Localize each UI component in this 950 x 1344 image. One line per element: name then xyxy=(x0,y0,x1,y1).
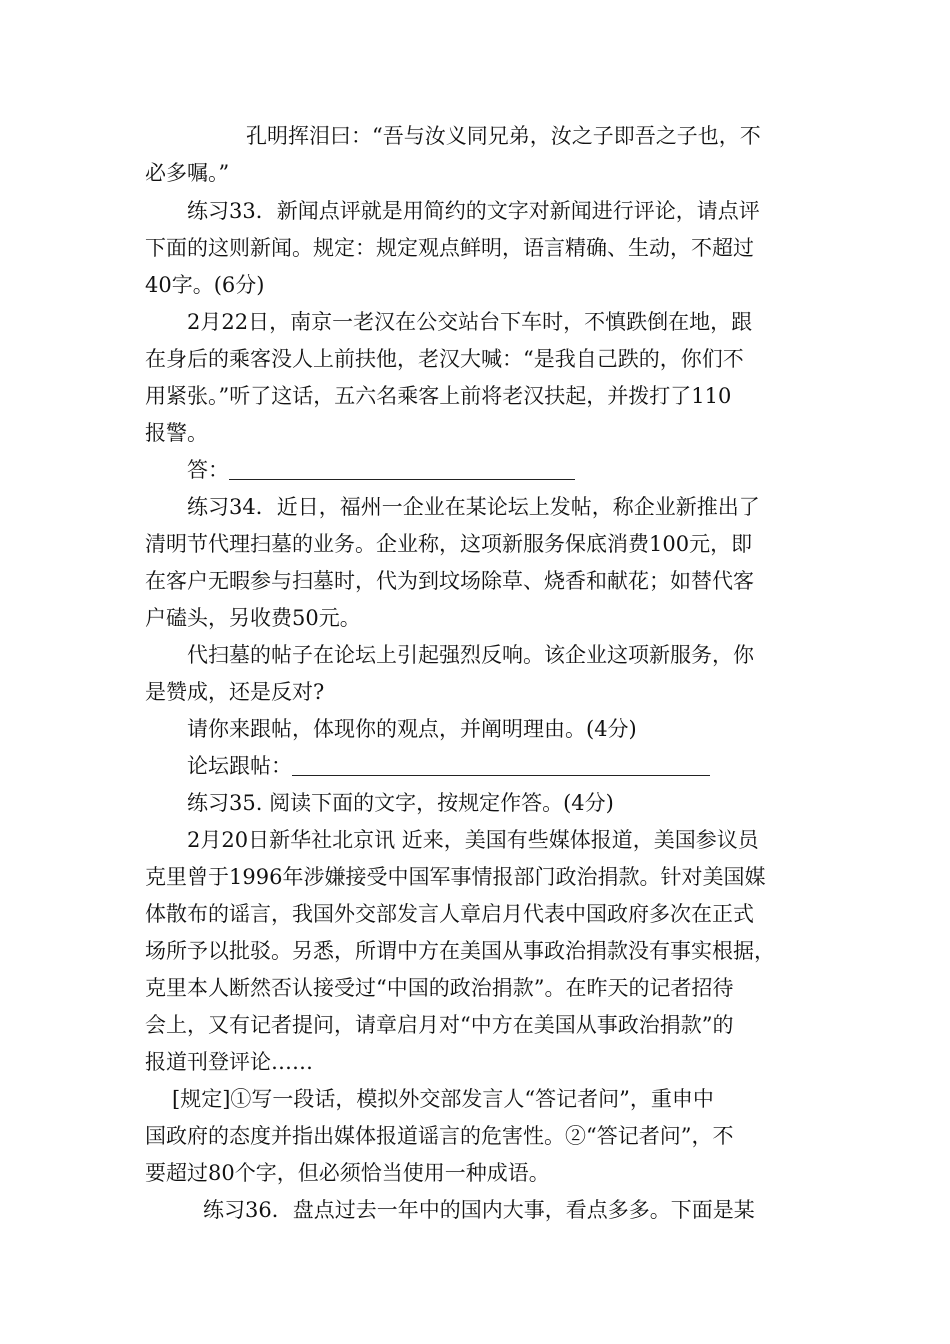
text-line: 报道刊登评论…… xyxy=(145,1050,313,1074)
text-line: 40字。(6分) xyxy=(145,273,265,297)
exercise-33-heading: 练习33．新闻点评就是用简约的文字对新闻进行评论，请点评 xyxy=(187,199,760,223)
exercise-36-heading: 练习36．盘点过去一年中的国内大事，看点多多。下面是某 xyxy=(203,1198,755,1222)
forum-reply-label: 论坛跟帖： xyxy=(187,754,292,778)
forum-reply-blank[interactable] xyxy=(292,751,710,776)
text-line: 2月22日，南京一老汉在公交站台下车时，不慎跌倒在地，跟 xyxy=(187,310,753,334)
text-line: 在客户无暇参与扫墓时，代为到坟场除草、烧香和献花；如替代客 xyxy=(145,569,754,593)
text-line: 是赞成，还是反对? xyxy=(145,680,325,704)
forum-reply-line xyxy=(187,748,710,784)
text-line: 会上，又有记者提问，请章启月对“中方在美国从事政治捐款”的 xyxy=(145,1013,734,1037)
text-line: 克里曾于1996年涉嫌接受中国军事情报部门政治捐款。针对美国媒 xyxy=(145,865,766,889)
text-line: 户磕头，另收费50元。 xyxy=(145,606,361,630)
text-line: 孔明挥泪曰：“吾与汝义同兄弟，汝之子即吾之子也，不 xyxy=(246,124,761,148)
text-line: 在身后的乘客没人上前扶他，老汉大喊：“是我自己跌的，你们不 xyxy=(145,347,744,371)
text-line: 代扫墓的帖子在论坛上引起强烈反响。该企业这项新服务，你 xyxy=(187,643,754,667)
text-line: 国政府的态度并指出媒体报道谣言的危害性。②“答记者问”，不 xyxy=(145,1124,734,1148)
text-line: 清明节代理扫墓的业务。企业称，这项新服务保底消费100元，即 xyxy=(145,532,753,556)
text-line: 用紧张。”听了这话，五六名乘客上前将老汉扶起，并拨打了110 xyxy=(145,384,732,408)
answer-label: 答： xyxy=(187,458,229,482)
text-line: 要超过80个字，但必须恰当使用一种成语。 xyxy=(145,1161,550,1185)
requirement-line: [规定]①写一段话，模拟外交部发言人“答记者问”，重申中 xyxy=(172,1087,714,1111)
text-line: 下面的这则新闻。规定：规定观点鲜明，语言精确、生动，不超过 xyxy=(145,236,754,260)
text-line: 体散布的谣言，我国外交部发言人章启月代表中国政府多次在正式 xyxy=(145,902,754,926)
exercise-34-heading: 练习34．近日，福州一企业在某论坛上发帖，称企业新推出了 xyxy=(187,495,760,519)
exercise-35-heading: 练习35. 阅读下面的文字，按规定作答。(4分) xyxy=(187,791,614,815)
text-line: 报警。 xyxy=(145,421,208,445)
text-line: 2月20日新华社北京讯 近来，美国有些媒体报道，美国参议员 xyxy=(187,828,759,852)
answer-line xyxy=(187,452,575,488)
answer-blank[interactable] xyxy=(229,455,575,480)
text-line: 场所予以批驳。另悉，所谓中方在美国从事政治捐款没有事实根据， xyxy=(145,939,775,963)
text-line: 请你来跟帖，体现你的观点，并阐明理由。(4分) xyxy=(187,717,637,741)
text-line: 必多嘱。” xyxy=(145,161,230,185)
text-line: 克里本人断然否认接受过“中国的政治捐款”。在昨天的记者招待 xyxy=(145,976,734,1000)
